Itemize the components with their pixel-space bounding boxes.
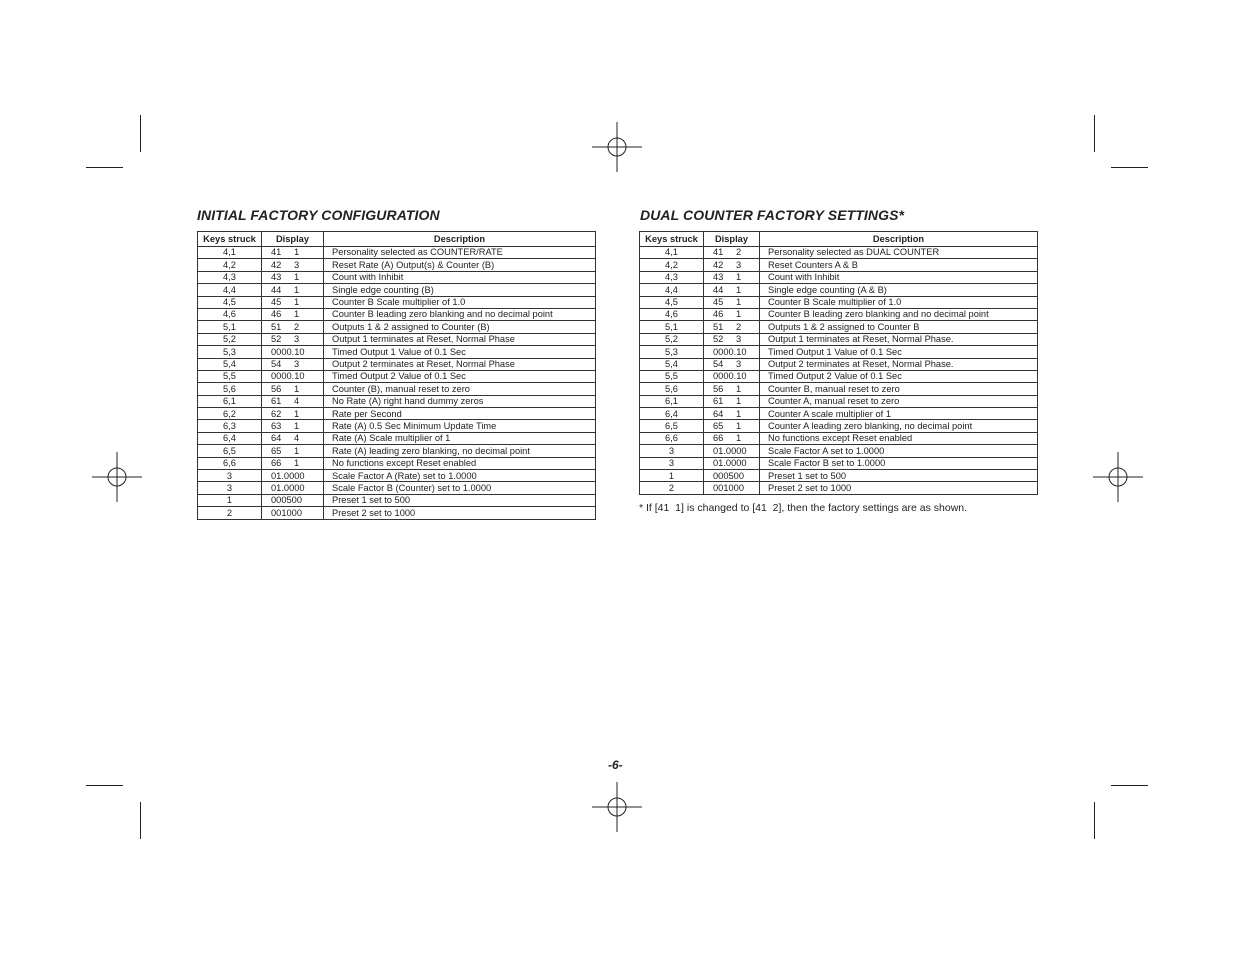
description-cell: Count with Inhibit — [760, 271, 1038, 283]
display-header: Display — [704, 232, 760, 247]
display-value: 3 — [736, 259, 742, 270]
display-value: 1 — [294, 297, 300, 308]
table-row — [640, 445, 1038, 457]
display-value: 1 — [294, 383, 300, 394]
display-code: 52 — [271, 334, 282, 345]
display-value: 3 — [294, 359, 300, 369]
description-cell: Rate (A) leading zero blanking, no decimal point — [324, 445, 596, 457]
keys-cell: 6,1 — [198, 395, 262, 407]
description-cell: Counter B Scale multiplier of 1.0 — [324, 296, 596, 308]
keys-cell: 1 — [198, 494, 262, 506]
keys-cell: 4,3 — [198, 271, 262, 283]
display-code: 56 — [271, 383, 282, 394]
display-cell — [704, 321, 760, 333]
keys-cell: 5,4 — [640, 358, 704, 370]
table-row — [198, 346, 596, 358]
display-code: 66 — [713, 433, 724, 444]
display-cell — [704, 271, 760, 283]
description-cell: Counter B, manual reset to zero — [760, 383, 1038, 395]
description-cell: Personality selected as DUAL COUNTER — [760, 247, 1038, 259]
display-code: 43 — [271, 272, 282, 283]
table-row — [640, 333, 1038, 345]
display-code: 62 — [271, 408, 282, 419]
keys-cell: 5,3 — [640, 346, 704, 358]
crop-mark — [1094, 115, 1095, 152]
table-row — [640, 259, 1038, 271]
description-cell: Scale Factor A set to 1.0000 — [760, 445, 1038, 457]
display-code: 0000.10 — [713, 346, 747, 357]
description-header: Description — [760, 232, 1038, 247]
display-code: 61 — [713, 396, 724, 407]
display-cell — [704, 358, 760, 370]
table-row — [198, 370, 596, 382]
table-row — [640, 470, 1038, 482]
description-cell: Counter A, manual reset to zero — [760, 395, 1038, 407]
display-value: 1 — [736, 272, 742, 283]
display-cell — [704, 370, 760, 382]
keys-cell: 5,2 — [640, 333, 704, 345]
registration-mark-icon — [92, 452, 142, 502]
display-cell — [262, 321, 324, 333]
display-value: 1 — [736, 284, 742, 295]
table-row — [640, 296, 1038, 308]
display-cell — [704, 457, 760, 469]
crop-mark — [1111, 785, 1148, 786]
keys-cell: 4,6 — [198, 308, 262, 320]
table-row — [198, 271, 596, 283]
display-cell — [262, 420, 324, 432]
display-cell — [262, 470, 324, 482]
keys-cell: 5,5 — [198, 370, 262, 382]
keys-cell: 6,5 — [640, 420, 704, 432]
registration-mark-icon — [1093, 452, 1143, 502]
table-row — [640, 383, 1038, 395]
table-row — [640, 420, 1038, 432]
initial-config-title: INITIAL FACTORY CONFIGURATION — [197, 207, 440, 223]
crop-mark — [1111, 167, 1148, 168]
display-code: 61 — [271, 396, 282, 407]
crop-mark — [140, 115, 141, 152]
keys-cell: 5,5 — [640, 370, 704, 382]
display-cell — [262, 358, 324, 370]
keys-cell: 6,6 — [198, 457, 262, 469]
display-cell — [704, 333, 760, 345]
display-code: 42 — [271, 259, 282, 270]
display-cell — [704, 308, 760, 320]
description-cell: Outputs 1 & 2 assigned to Counter B — [760, 321, 1038, 333]
display-code: 0000.10 — [271, 346, 305, 357]
display-cell — [704, 470, 760, 482]
table-row — [198, 420, 596, 432]
table-row — [198, 321, 596, 333]
keys-cell: 4,5 — [198, 296, 262, 308]
keys-cell: 3 — [198, 470, 262, 482]
display-code: 0000.10 — [271, 371, 305, 382]
display-code: 64 — [713, 408, 724, 419]
display-code: 65 — [713, 420, 724, 431]
description-cell: Timed Output 2 Value of 0.1 Sec — [760, 370, 1038, 382]
display-cell — [704, 247, 760, 259]
keys-cell: 6,6 — [640, 432, 704, 444]
keys-struck-header: Keys struck — [198, 232, 262, 247]
table-row — [198, 383, 596, 395]
display-header: Display — [262, 232, 324, 247]
display-code: 01.0000 — [271, 470, 305, 481]
display-code: 52 — [713, 334, 724, 345]
description-cell: Timed Output 1 Value of 0.1 Sec — [760, 346, 1038, 358]
table-row — [198, 247, 596, 259]
display-code: 45 — [271, 297, 282, 308]
display-code: 66 — [271, 458, 282, 469]
keys-cell: 6,4 — [640, 408, 704, 420]
keys-cell: 5,3 — [198, 346, 262, 358]
keys-cell: 4,4 — [640, 284, 704, 296]
display-cell — [704, 383, 760, 395]
display-cell — [704, 284, 760, 296]
table-row — [640, 395, 1038, 407]
description-cell: Personality selected as COUNTER/RATE — [324, 247, 596, 259]
display-code: 45 — [713, 297, 724, 308]
description-cell: Rate per Second — [324, 408, 596, 420]
table-row — [198, 296, 596, 308]
description-cell: Scale Factor A (Rate) set to 1.0000 — [324, 470, 596, 482]
display-code: 01.0000 — [713, 458, 747, 469]
display-cell — [262, 296, 324, 308]
display-cell — [262, 482, 324, 494]
display-code: 65 — [271, 445, 282, 456]
description-header: Description — [324, 232, 596, 247]
description-cell: Reset Rate (A) Output(s) & Counter (B) — [324, 259, 596, 271]
description-cell: No Rate (A) right hand dummy zeros — [324, 395, 596, 407]
display-cell — [704, 445, 760, 457]
display-code: 42 — [713, 259, 724, 270]
table-row — [640, 432, 1038, 444]
table-row — [198, 470, 596, 482]
description-cell: Counter A leading zero blanking, no decimal point — [760, 420, 1038, 432]
footnote: * If [41 1] is changed to [41 2], then the factory settings are as shown. — [639, 502, 968, 514]
description-cell: Outputs 1 & 2 assigned to Counter (B) — [324, 321, 596, 333]
keys-cell: 1 — [640, 470, 704, 482]
display-code: 46 — [713, 309, 724, 320]
display-value: 1 — [294, 408, 300, 419]
display-code: 41 — [713, 247, 724, 258]
display-cell — [704, 296, 760, 308]
display-value: 1 — [736, 309, 742, 320]
description-cell: Output 2 terminates at Reset, Normal Phase. — [760, 358, 1038, 370]
display-value: 1 — [294, 458, 300, 469]
display-code: 54 — [271, 359, 282, 369]
display-value: 3 — [294, 259, 300, 270]
display-cell — [704, 432, 760, 444]
display-value: 1 — [294, 247, 300, 258]
display-value: 1 — [736, 420, 742, 431]
keys-cell: 6,4 — [198, 432, 262, 444]
description-cell: Counter B Scale multiplier of 1.0 — [760, 296, 1038, 308]
crop-mark — [1094, 802, 1095, 839]
description-cell: Counter B leading zero blanking and no decimal point — [324, 308, 596, 320]
keys-cell: 4,2 — [198, 259, 262, 271]
display-code: 001000 — [271, 507, 303, 518]
keys-cell: 4,3 — [640, 271, 704, 283]
display-cell — [704, 408, 760, 420]
keys-cell: 2 — [640, 482, 704, 494]
display-cell — [704, 259, 760, 271]
description-cell: Output 1 terminates at Reset, Normal Phase. — [760, 333, 1038, 345]
table-row — [198, 395, 596, 407]
display-cell — [262, 259, 324, 271]
keys-cell: 5,4 — [198, 358, 262, 370]
description-cell: Single edge counting (A & B) — [760, 284, 1038, 296]
table-row — [198, 358, 596, 370]
display-cell — [262, 247, 324, 259]
display-code: 46 — [271, 309, 282, 320]
registration-mark-icon — [592, 122, 642, 172]
display-code: 51 — [713, 321, 724, 332]
display-cell — [262, 333, 324, 345]
display-value: 1 — [294, 309, 300, 320]
table-row — [640, 247, 1038, 259]
display-cell — [704, 395, 760, 407]
keys-cell: 5,6 — [198, 383, 262, 395]
table-header-row — [198, 232, 596, 247]
display-value: 1 — [736, 297, 742, 308]
dual-counter-title: DUAL COUNTER FACTORY SETTINGS* — [640, 207, 905, 223]
display-value: 1 — [294, 445, 300, 456]
keys-cell: 4,1 — [198, 247, 262, 259]
display-value: 2 — [736, 247, 742, 258]
description-cell: Rate (A) 0.5 Sec Minimum Update Time — [324, 420, 596, 432]
description-cell: Output 1 terminates at Reset, Normal Phase — [324, 333, 596, 345]
table-row — [640, 271, 1038, 283]
description-cell: Counter A scale multiplier of 1 — [760, 408, 1038, 420]
display-value: 3 — [736, 359, 742, 369]
description-cell: Single edge counting (B) — [324, 284, 596, 296]
table-row — [198, 457, 596, 469]
description-cell: Preset 1 set to 500 — [324, 494, 596, 506]
keys-cell: 4,2 — [640, 259, 704, 271]
keys-cell: 4,1 — [640, 247, 704, 259]
display-cell — [262, 370, 324, 382]
keys-cell: 5,1 — [198, 321, 262, 333]
display-value: 1 — [294, 272, 300, 283]
display-value: 3 — [736, 334, 742, 345]
description-cell: Count with Inhibit — [324, 271, 596, 283]
table-row — [640, 346, 1038, 358]
display-cell — [704, 420, 760, 432]
table-row — [198, 333, 596, 345]
keys-cell: 4,5 — [640, 296, 704, 308]
table-row — [198, 432, 596, 444]
table-row — [198, 482, 596, 494]
description-cell: Output 2 terminates at Reset, Normal Phase — [324, 358, 596, 370]
table-row — [198, 408, 596, 420]
display-cell — [262, 507, 324, 519]
dual-counter-table — [639, 231, 1038, 495]
table-row — [640, 308, 1038, 320]
display-value: 4 — [294, 396, 300, 407]
description-cell: Scale Factor B set to 1.0000 — [760, 457, 1038, 469]
description-cell: Reset Counters A & B — [760, 259, 1038, 271]
display-code: 01.0000 — [713, 445, 747, 456]
table-row — [640, 457, 1038, 469]
display-code: 01.0000 — [271, 482, 305, 493]
display-cell — [262, 284, 324, 296]
keys-cell: 6,3 — [198, 420, 262, 432]
description-cell: Preset 2 set to 1000 — [760, 482, 1038, 494]
display-value: 2 — [736, 321, 742, 332]
crop-mark — [86, 167, 123, 168]
display-cell — [262, 346, 324, 358]
table-row — [640, 321, 1038, 333]
description-cell: No functions except Reset enabled — [760, 432, 1038, 444]
display-code: 43 — [713, 272, 724, 283]
display-code: 44 — [271, 284, 282, 295]
crop-mark — [140, 802, 141, 839]
display-value: 2 — [294, 321, 300, 332]
keys-cell: 3 — [198, 482, 262, 494]
display-code: 51 — [271, 321, 282, 332]
display-cell — [262, 308, 324, 320]
display-cell — [704, 346, 760, 358]
display-code: 001000 — [713, 482, 745, 493]
display-cell — [262, 395, 324, 407]
table-row — [640, 358, 1038, 370]
table-row — [640, 482, 1038, 494]
keys-cell: 5,2 — [198, 333, 262, 345]
description-cell: Counter (B), manual reset to zero — [324, 383, 596, 395]
display-cell — [262, 494, 324, 506]
description-cell: Counter B leading zero blanking and no decimal point — [760, 308, 1038, 320]
display-cell — [262, 383, 324, 395]
display-value: 3 — [294, 334, 300, 345]
display-value: 1 — [736, 433, 742, 444]
keys-cell: 5,6 — [640, 383, 704, 395]
display-cell — [262, 445, 324, 457]
display-code: 63 — [271, 420, 282, 431]
keys-cell: 2 — [198, 507, 262, 519]
display-value: 1 — [736, 396, 742, 407]
table-row — [198, 494, 596, 506]
keys-cell: 3 — [640, 445, 704, 457]
display-code: 0000.10 — [713, 371, 747, 382]
display-cell — [262, 457, 324, 469]
display-code: 64 — [271, 433, 282, 444]
description-cell: Preset 1 set to 500 — [760, 470, 1038, 482]
keys-cell: 4,6 — [640, 308, 704, 320]
description-cell: Timed Output 2 Value of 0.1 Sec — [324, 370, 596, 382]
table-row — [198, 259, 596, 271]
display-code: 56 — [713, 383, 724, 394]
display-code: 44 — [713, 284, 724, 295]
display-cell — [262, 271, 324, 283]
table-header-row — [640, 232, 1038, 247]
table-row — [640, 284, 1038, 296]
crop-mark — [86, 785, 123, 786]
display-value: 4 — [294, 433, 300, 444]
keys-cell: 6,2 — [198, 408, 262, 420]
description-cell: Preset 2 set to 1000 — [324, 507, 596, 519]
table-row — [198, 445, 596, 457]
table-row — [198, 308, 596, 320]
keys-cell: 4,4 — [198, 284, 262, 296]
registration-mark-icon — [592, 782, 642, 832]
description-cell: Rate (A) Scale multiplier of 1 — [324, 432, 596, 444]
table-row — [198, 507, 596, 519]
display-value: 1 — [736, 408, 742, 419]
keys-cell: 5,1 — [640, 321, 704, 333]
display-value: 1 — [294, 284, 300, 295]
keys-cell: 3 — [640, 457, 704, 469]
keys-cell: 6,5 — [198, 445, 262, 457]
display-code: 54 — [713, 359, 724, 369]
description-cell: Scale Factor B (Counter) set to 1.0000 — [324, 482, 596, 494]
display-value: 1 — [736, 383, 742, 394]
table-row — [640, 370, 1038, 382]
description-cell: No functions except Reset enabled — [324, 457, 596, 469]
keys-cell: 6,1 — [640, 395, 704, 407]
description-cell: Timed Output 1 Value of 0.1 Sec — [324, 346, 596, 358]
table-row — [198, 284, 596, 296]
display-cell — [704, 482, 760, 494]
table-row — [640, 408, 1038, 420]
page-number: -6- — [608, 758, 623, 772]
display-code: 41 — [271, 247, 282, 258]
display-cell — [262, 432, 324, 444]
display-cell — [262, 408, 324, 420]
display-value: 1 — [294, 420, 300, 431]
initial-config-table — [197, 231, 596, 520]
display-code: 000500 — [713, 470, 745, 481]
display-code: 000500 — [271, 495, 303, 506]
keys-struck-header: Keys struck — [640, 232, 704, 247]
